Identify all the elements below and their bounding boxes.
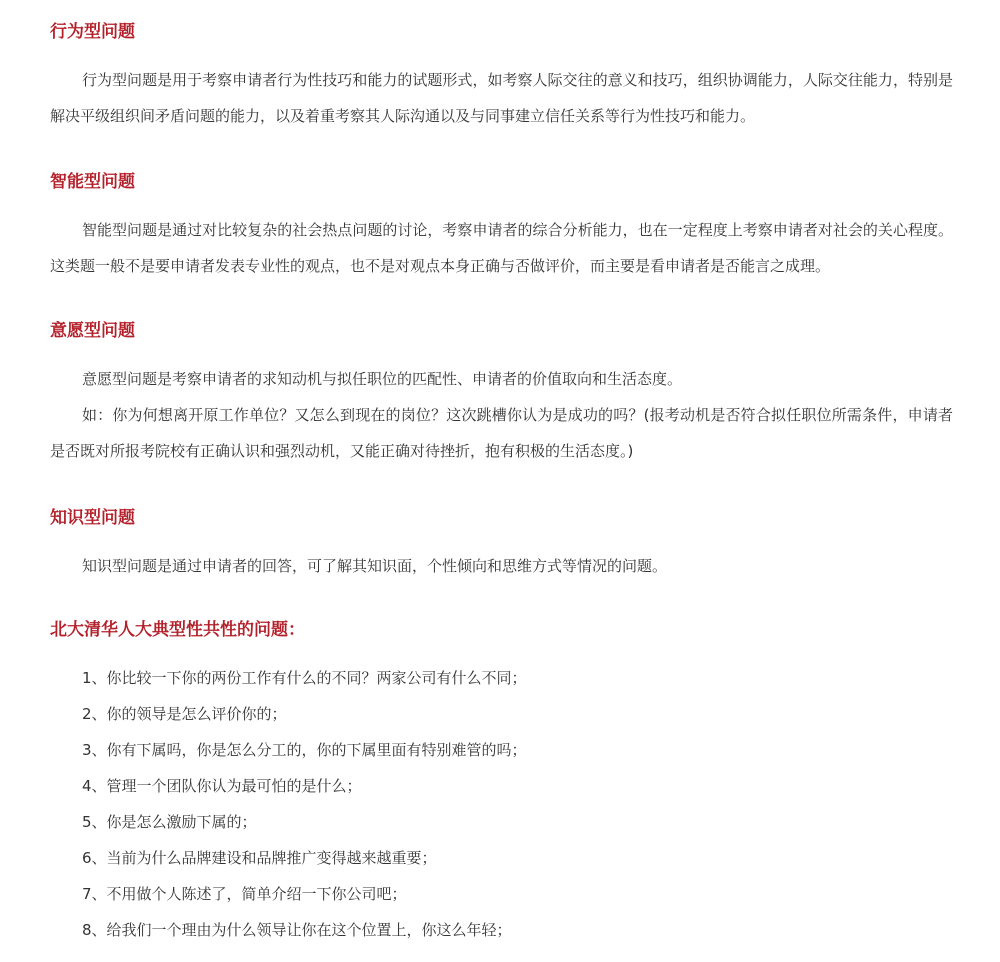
section-title-knowledge: 知识型问题 bbox=[50, 508, 135, 528]
questions-list bbox=[82, 660, 527, 948]
list-item: 1、你比较一下你的两份工作有什么的不同？两家公司有什么不同； bbox=[82, 669, 527, 687]
list-item: 6、当前为什么品牌建设和品牌推广变得越来越重要； bbox=[82, 849, 437, 867]
list-item: 7、不用做个人陈述了，简单介绍一下你公司吧； bbox=[82, 885, 407, 903]
section-title-willingness: 意愿型问题 bbox=[50, 321, 135, 341]
section-paragraph-behavioral: 行为型问题是用于考察申请者行为性技巧和能力的试题形式，如考察人际交往的意义和技巧，组织协调能力，人际交往能力，特别是解决平级组织间矛盾问题的能力，以及着重考察其人际沟通以及与同事建立信任关系等行为性技巧和能力。 bbox=[50, 71, 953, 125]
list-item: 3、你有下属吗，你是怎么分工的，你的下属里面有特别难管的吗； bbox=[82, 741, 527, 759]
section-paragraph-willingness-example: 如：你为何想离开原工作单位？又怎么到现在的岗位？这次跳槽你认为是成功的吗？(报考动机是否符合拟任职位所需条件，申请者是否既对所报考院校有正确认识和强烈动机，又能正确对待挫折，抱有积极的生活态度。) bbox=[50, 406, 953, 460]
questions-heading: 北大清华人大典型性共性的问题： bbox=[50, 620, 305, 640]
list-item: 8、给我们一个理由为什么领导让你在这个位置上，你这么年轻； bbox=[82, 921, 512, 939]
section-paragraph-knowledge: 知识型问题是通过申请者的回答，可了解其知识面，个性倾向和思维方式等情况的问题。 bbox=[82, 557, 668, 575]
section-paragraph-willingness: 意愿型问题是考察申请者的求知动机与拟任职位的匹配性、申请者的价值取向和生活态度。 bbox=[82, 370, 683, 388]
section-title-intelligence: 智能型问题 bbox=[50, 172, 135, 192]
list-item: 2、你的领导是怎么评价你的； bbox=[82, 705, 287, 723]
list-item: 4、管理一个团队你认为最可怕的是什么； bbox=[82, 777, 362, 795]
section-title-behavioral: 行为型问题 bbox=[50, 22, 135, 42]
section-paragraph-intelligence: 智能型问题是通过对比较复杂的社会热点问题的讨论，考察申请者的综合分析能力，也在一定程度上考察申请者对社会的关心程度。这类题一般不是要申请者发表专业性的观点，也不是对观点本身正确与否做评价，而主要是看申请者是否能言之成理。 bbox=[50, 221, 953, 275]
list-item: 5、你是怎么激励下属的； bbox=[82, 813, 257, 831]
